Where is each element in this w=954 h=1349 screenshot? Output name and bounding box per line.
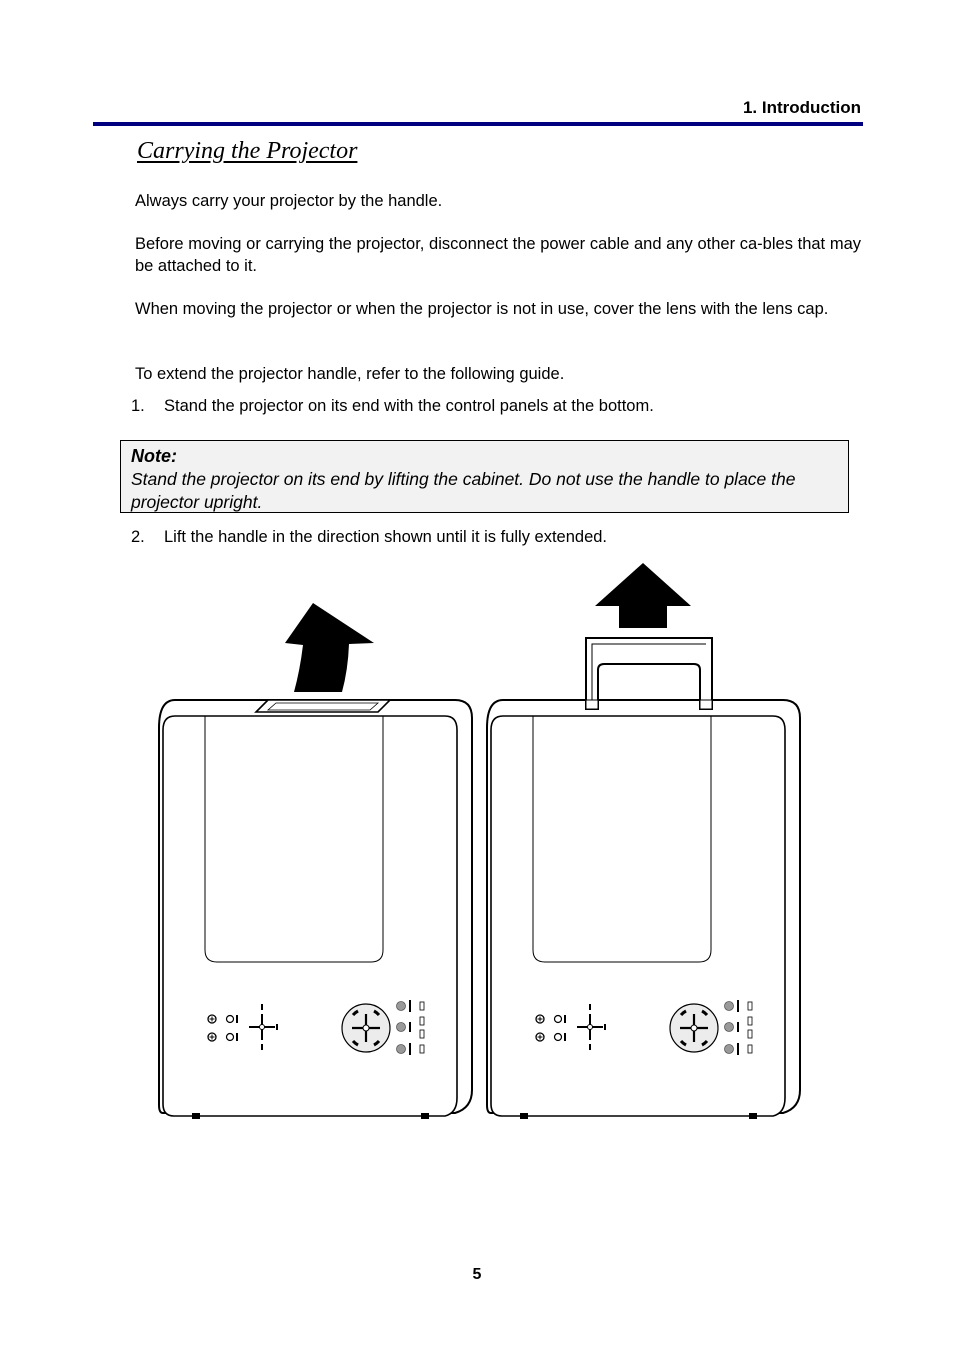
step-number: 1. (131, 397, 145, 415)
step-number: 2. (131, 528, 145, 546)
paragraph-carry-handle: Always carry your projector by the handle. (135, 192, 443, 210)
projector-handle-extended (487, 700, 800, 1119)
paragraph-lens-cap: When moving the projector or when the projector is not in use, cover the lens with the lens cap. (135, 300, 829, 318)
step-2 (131, 526, 607, 548)
header-divider (93, 122, 863, 126)
straight-up-arrow (595, 563, 691, 628)
extended-handle (586, 638, 712, 709)
note-title: Note: (131, 446, 177, 466)
paragraph-extend-handle: To extend the projector handle, refer to the following guide. (135, 365, 565, 383)
projector-handle-illustration (150, 560, 810, 1130)
chapter-heading: 1. Introduction (742, 98, 861, 117)
section-title: Carrying the Projector (137, 138, 358, 164)
page-number: 5 (472, 1266, 482, 1283)
note-text: Stand the projector on its end by lifting the cabinet. Do not use the handle to place the projector upright. (131, 469, 796, 512)
step-1 (131, 395, 654, 417)
step-text: Lift the handle in the direction shown until it is fully extended. (164, 528, 608, 546)
projector-handle-retracted (159, 603, 472, 1119)
note-box (120, 440, 849, 513)
curved-up-arrow (285, 603, 374, 692)
paragraph-disconnect-cables: Before moving or carrying the projector, disconnect the power cable and any other ca-bles that may be attached to it. (135, 235, 861, 275)
step-text: Stand the projector on its end with the control panels at the bottom. (164, 397, 654, 415)
